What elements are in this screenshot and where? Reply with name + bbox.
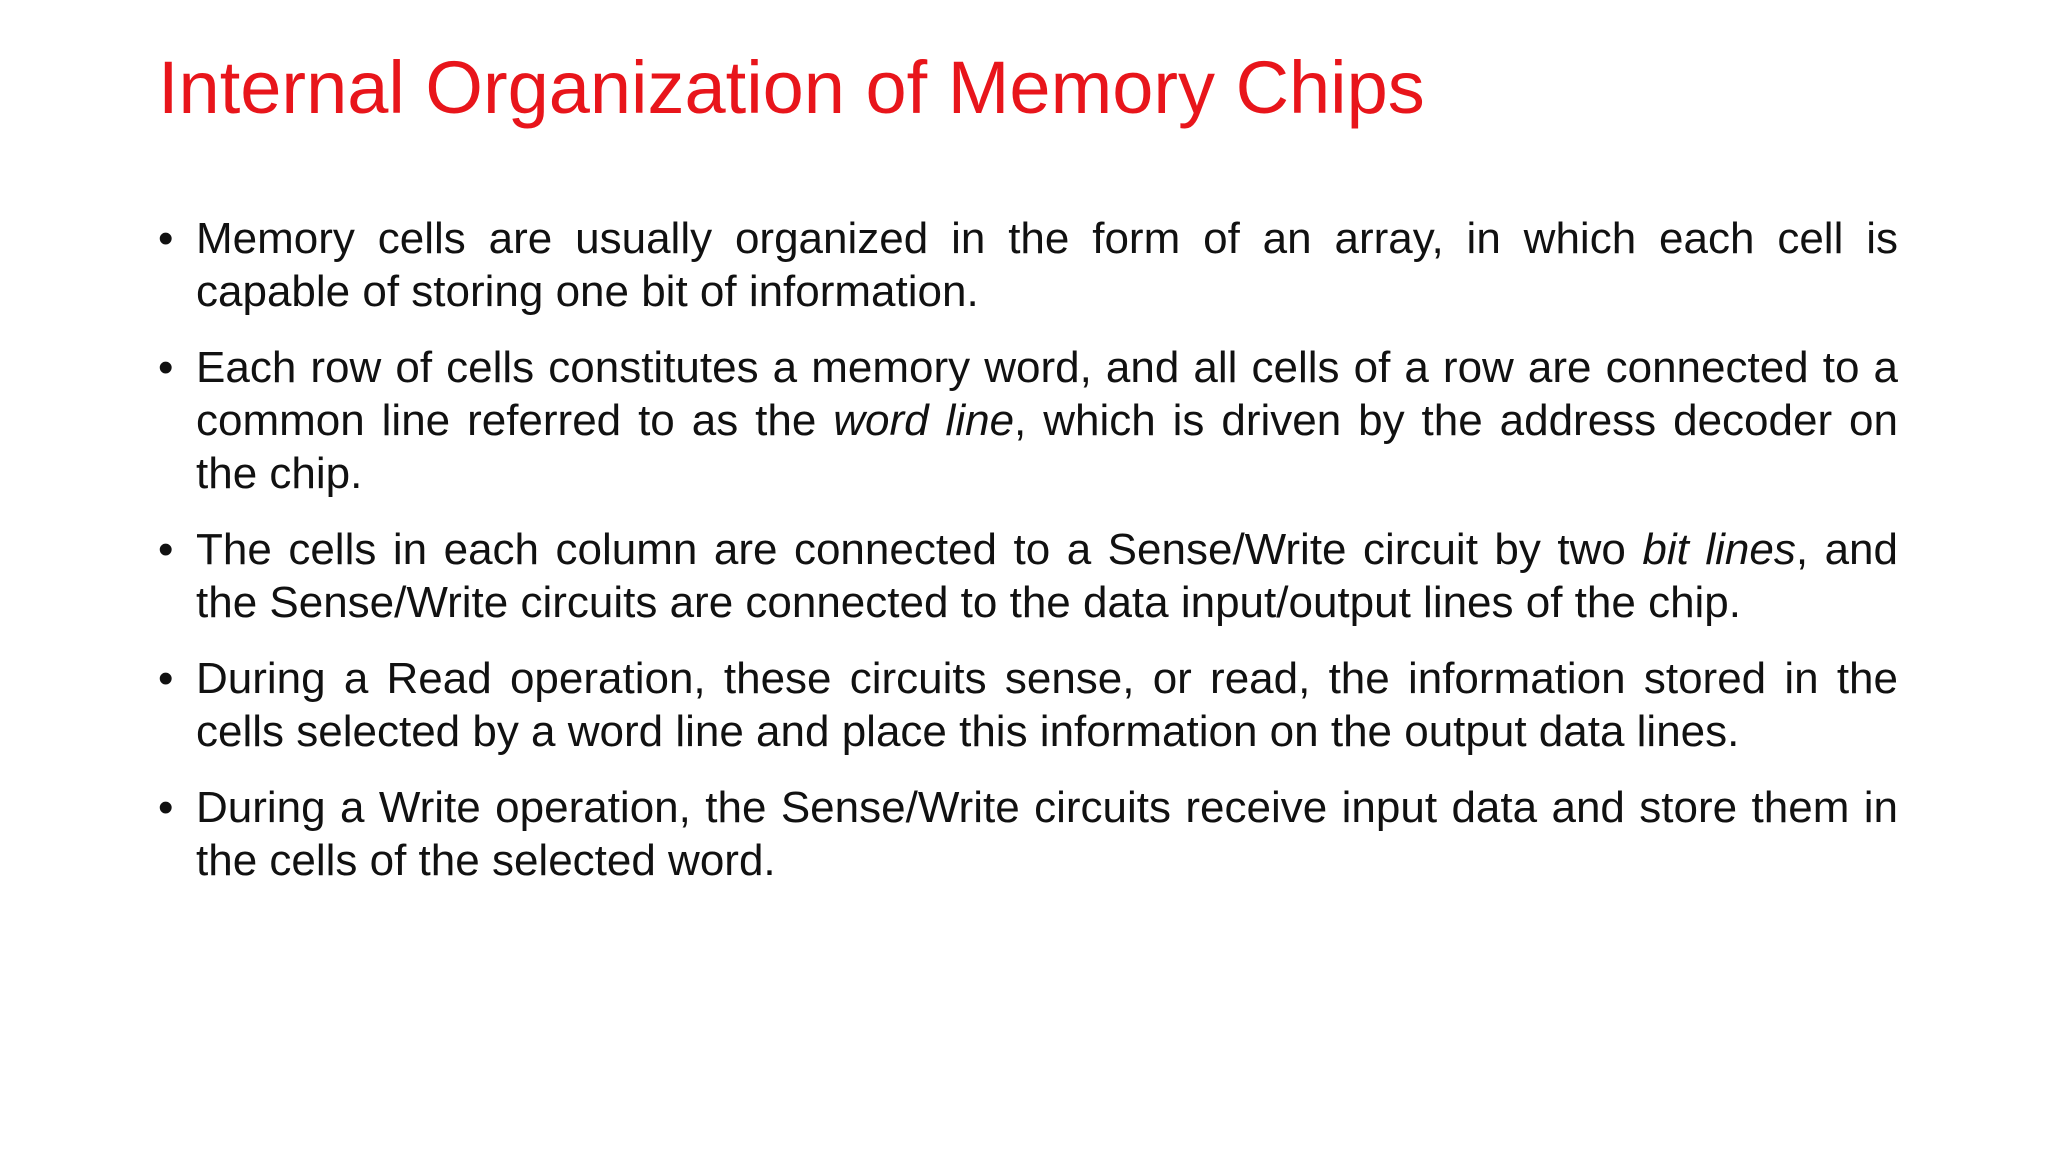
bullet-glyph: • — [158, 783, 174, 832]
bullet-text-after: , which is driven by the address decoder on the chip. — [196, 396, 1899, 498]
bullet-text: During a Read operation, these circuits sense, or read, the information stored in the cells selected by a word line and place this information on the output data lines. — [196, 654, 1898, 756]
bullet-text: During a Write operation, the Sense/Write circuits receive input data and store them in the cells of the selected word. — [196, 783, 1898, 885]
bullet-item-1 — [158, 212, 1898, 318]
bullet-emphasis-bit-lines: bit lines — [1642, 525, 1796, 574]
bullet-glyph: • — [158, 214, 174, 263]
bullet-item-4 — [158, 652, 1898, 758]
bullet-glyph: • — [158, 654, 174, 703]
bullet-text-after: , and the Sense/Write circuits are connected to the data input/output lines of the chip. — [196, 525, 1898, 627]
bullet-text-before: The cells in each column are connected to a Sense/Write circuit by two — [196, 525, 1643, 574]
bullet-glyph: • — [158, 343, 174, 392]
bullet-item-3 — [158, 523, 1898, 629]
bullet-text: Memory cells are usually organized in the form of an array, in which each cell is capable of storing one bit of information. — [196, 214, 1898, 316]
slide-title: Internal Organization of Memory Chips — [158, 46, 1425, 129]
bullet-item-5 — [158, 781, 1898, 887]
bullet-glyph: • — [158, 525, 174, 574]
bullet-emphasis-word-line: word line — [833, 396, 1015, 445]
bullet-list — [158, 212, 1898, 910]
bullet-text-before: Each row of cells constitutes a memory word, and all cells of a row are connected to a common line referred to as the — [196, 343, 1898, 445]
bullet-item-2 — [158, 341, 1898, 500]
